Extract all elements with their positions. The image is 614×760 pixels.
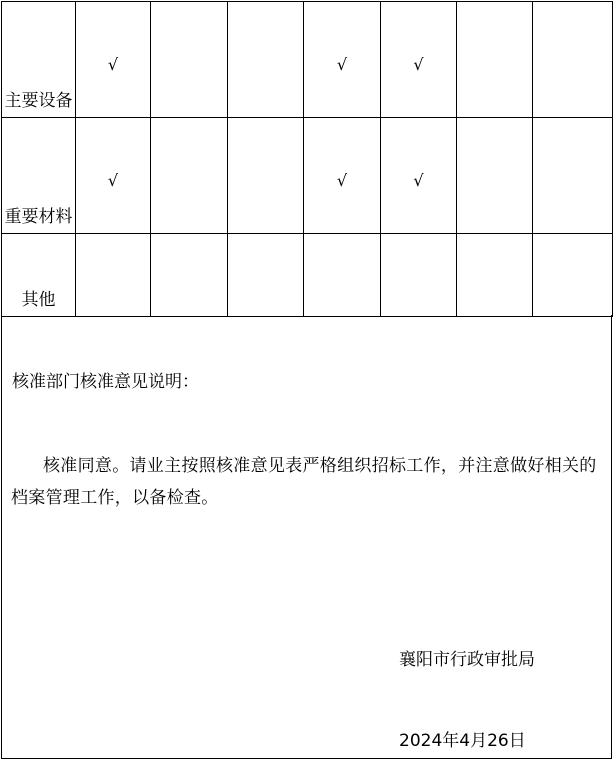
check-mark: √	[336, 54, 348, 74]
table-cell	[381, 118, 457, 234]
check-mark	[533, 171, 612, 181]
opinion-body: 核准同意。请业主按照核准意见表严格组织招标工作，并注意做好相关的档案管理工作，以备检查。	[11, 456, 597, 508]
check-mark: √	[336, 170, 348, 190]
check-mark	[457, 270, 532, 280]
table-cell	[151, 234, 228, 317]
table-cell	[457, 234, 533, 317]
row-label-other: 其他	[2, 234, 76, 317]
check-mark	[381, 270, 456, 280]
check-mark	[228, 55, 303, 65]
check-mark	[151, 270, 227, 280]
check-mark	[533, 55, 612, 65]
check-mark	[151, 171, 227, 181]
table-cell	[304, 2, 381, 118]
table-cell	[76, 118, 151, 234]
table-cell	[151, 118, 228, 234]
check-mark	[457, 55, 532, 65]
table-cell	[228, 234, 304, 317]
check-mark: √	[107, 170, 119, 190]
table-row-important-material	[2, 118, 613, 234]
check-mark	[151, 55, 227, 65]
approval-opinion-section	[1, 315, 612, 759]
check-mark	[76, 270, 150, 280]
approval-date: 2024年4月26日	[399, 731, 526, 751]
table-row-other	[2, 234, 613, 317]
table-cell	[457, 2, 533, 118]
table-cell	[76, 234, 151, 317]
table-cell	[533, 118, 613, 234]
check-mark	[457, 171, 532, 181]
table-cell	[228, 2, 304, 118]
table-cell	[381, 234, 457, 317]
check-mark: √	[413, 54, 424, 74]
opinion-title: 核准部门核准意见说明：	[12, 372, 199, 392]
row-label-important-material: 重要材料	[2, 118, 76, 234]
table-row-main-equipment	[2, 2, 613, 118]
table-cell	[151, 2, 228, 118]
check-mark	[304, 270, 380, 280]
table-cell	[76, 2, 151, 118]
check-mark	[533, 270, 612, 280]
approving-authority: 襄阳市行政审批局	[399, 650, 535, 670]
row-label-main-equipment: 主要设备	[2, 2, 76, 118]
table-cell	[381, 2, 457, 118]
table-cell	[533, 234, 613, 317]
check-mark	[228, 171, 303, 181]
check-mark: √	[413, 170, 424, 190]
check-mark: √	[107, 54, 119, 74]
table-cell	[533, 2, 613, 118]
check-mark	[228, 270, 303, 280]
table-cell	[304, 234, 381, 317]
table-cell	[457, 118, 533, 234]
procurement-scope-table	[1, 1, 613, 317]
table-cell	[304, 118, 381, 234]
table-cell	[228, 118, 304, 234]
